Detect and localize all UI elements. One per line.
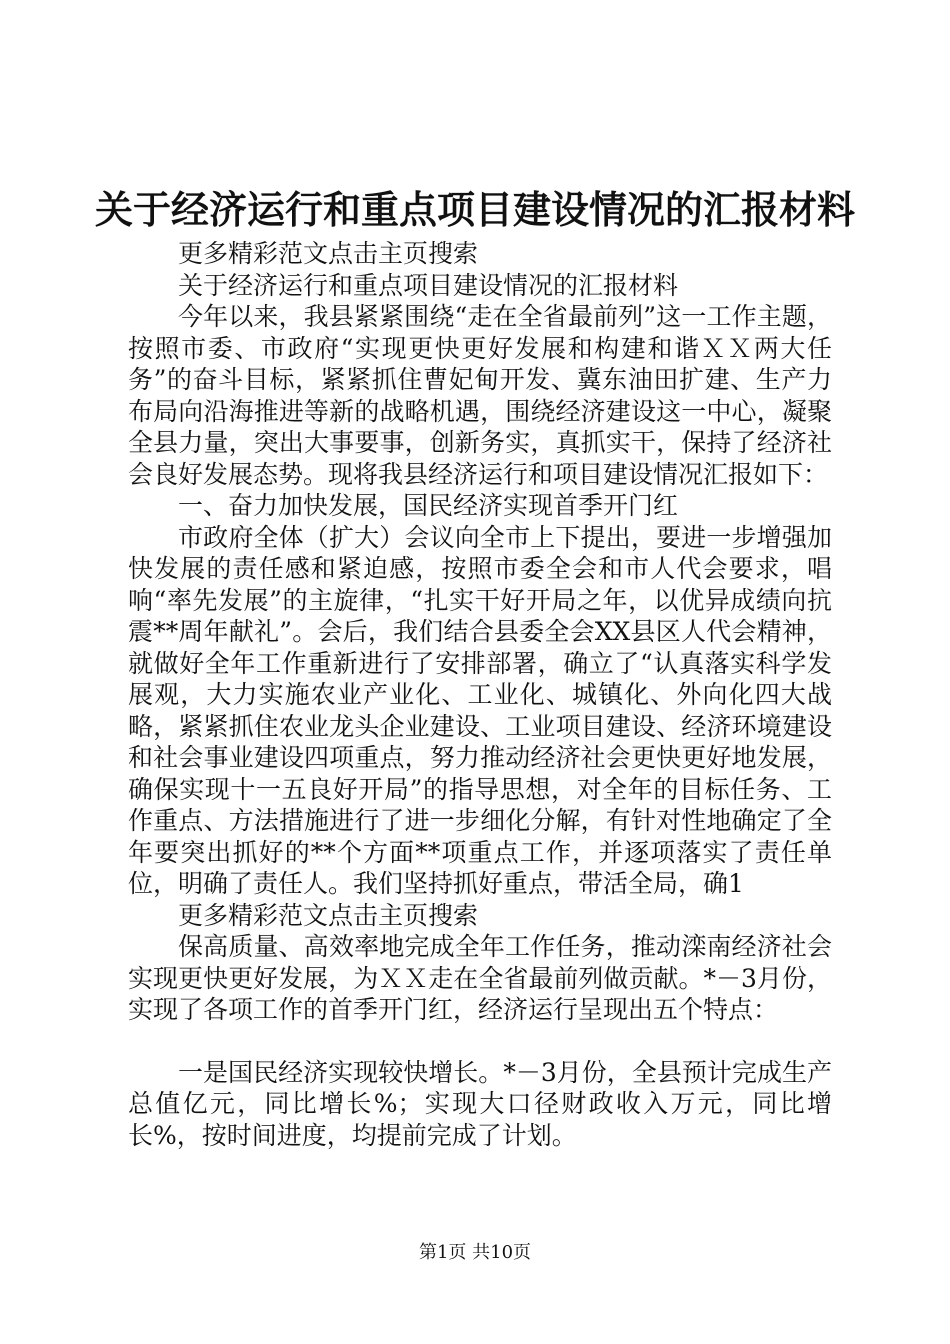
document-title: 关于经济运行和重点项目建设情况的汇报材料 <box>94 187 855 232</box>
intro-paragraph: 今年以来，我县紧紧围绕“走在全省最前列”这一工作主题，按照市委、市政府“实现更快更好发展和构建和谐ＸＸ两大任务”的奋斗目标，紧紧抓住曹妃甸开发、冀东油田扩建、生产力布局向沿海推进等新的战略机遇，围绕经济建设这一中心，凝聚全县力量，突出大事要事，创新务实，真抓实干，保持了经济社会良好发展态势。现将我县经济运行和项目建设情况汇报如下： <box>128 302 832 489</box>
section-heading: 一、奋力加快发展，国民经济实现首季开门红 <box>178 491 679 520</box>
body-paragraph: 一是国民经济实现较快增长。*－3月份，全县预计完成生产总值亿元，同比增长%；实现大口径财政收入万元，同比增长%，按时间进度，均提前完成了计划。 <box>128 1057 832 1150</box>
document-body <box>128 238 832 1151</box>
promo-line: 更多精彩范文点击主页搜索 <box>178 900 479 930</box>
promo-line: 更多精彩范文点击主页搜索 <box>178 239 479 268</box>
body-paragraph: 市政府全体（扩大）会议向全市上下提出，要进一步增强加快发展的责任感和紧迫感，按照市委全会和市人代会要求，唱响“率先发展”的主旋律，“扎实干好开局之年，以优异成绩向抗震**周年献礼”。会后，我们结合县委全会XX县区人代会精神，就做好全年工作重新进行了安排部署，确立了“认真落实科学发展观，大力实施农业产业化、工业化、城镇化、外向化四大战略，紧紧抓住农业龙头企业建设、工业项目建设、经济环境建设和社会事业建设四项重点，努力推动经济社会更快更好地发展，确保实现十一五良好开局”的指导思想，对全年的目标任务、工作重点、方法措施进行了进一步细化分解，有针对性地确定了全年要突出抓好的**个方面**项重点工作，并逐项落实了责任单位，明确了责任人。我们坚持抓好重点，带活全局，确1 <box>128 522 832 898</box>
subtitle-paragraph: 关于经济运行和重点项目建设情况的汇报材料 <box>178 270 679 300</box>
body-paragraph: 保高质量、高效率地完成全年工作任务，推动滦南经济社会实现更快更好发展，为ＸＸ走在全省最前列做贡献。*－3月份，实现了各项工作的首季开门红，经济运行呈现出五个特点： <box>128 932 832 1024</box>
page-number: 第1页 共10页 <box>418 1242 532 1263</box>
